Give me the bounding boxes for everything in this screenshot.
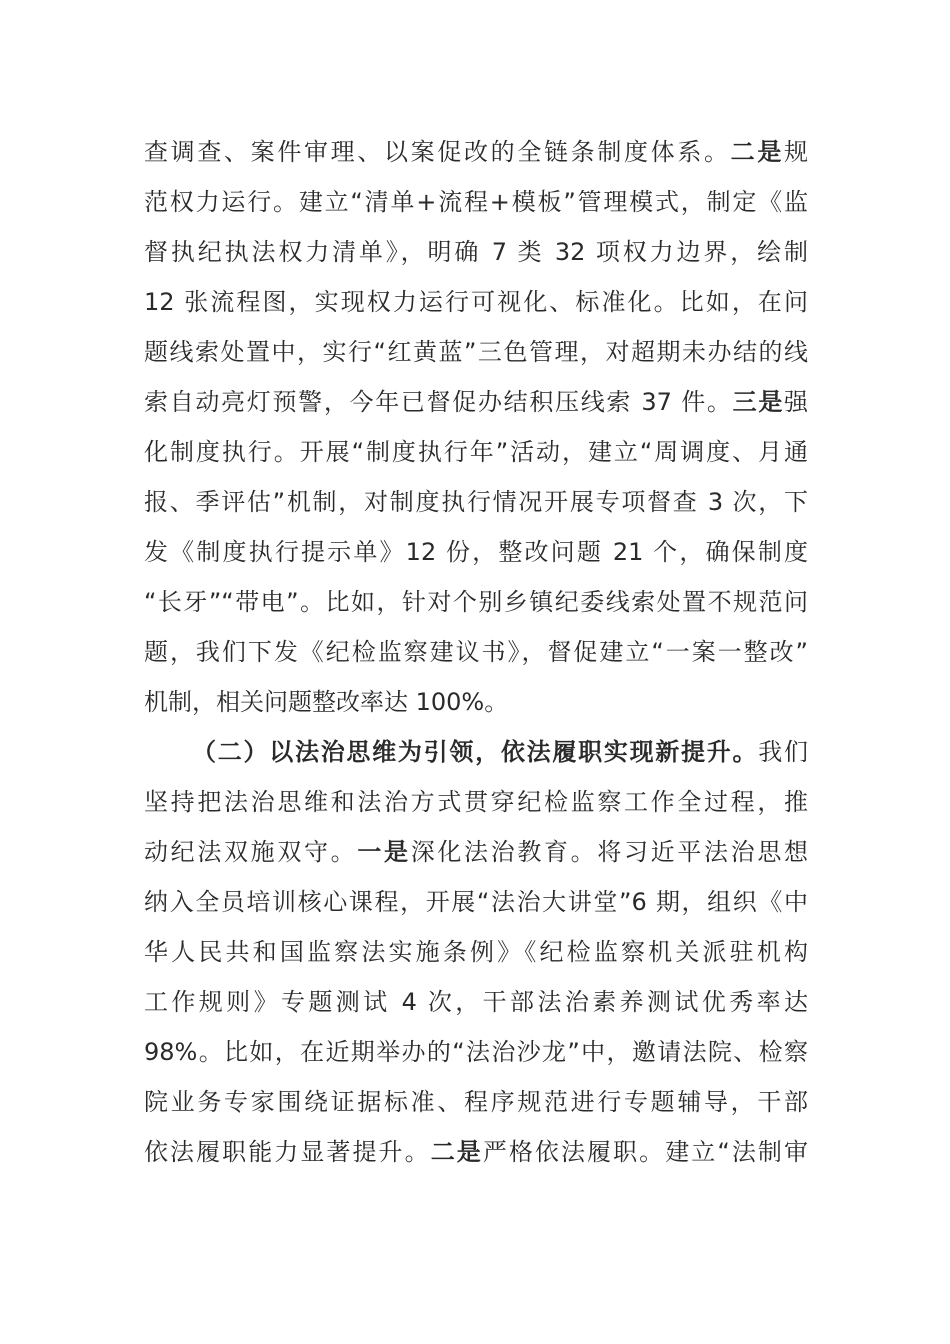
text-line	[144, 927, 808, 977]
section-heading: （二）以法治思维为引领，依法履职实现新提升。	[192, 738, 759, 766]
text-line	[144, 977, 808, 1027]
bold-heading-segment: 三是	[732, 388, 785, 416]
text-segment: 报、季评估”机制，对制度执行情况开展专项督查 3 次，下	[144, 488, 808, 516]
bold-heading-segment: 二是	[730, 138, 785, 166]
text-line	[144, 677, 808, 727]
text-line	[144, 1077, 808, 1127]
text-segment: 强	[784, 388, 808, 416]
text-line	[144, 277, 808, 327]
text-segment: “长牙”“带电”。比如，针对个别乡镇纪委线索处置不规范问	[144, 588, 808, 616]
text-line	[144, 727, 808, 777]
text-segment: 督执纪执法权力清单》，明确 7 类 32 项权力边界，绘制	[144, 238, 808, 266]
text-segment: 题，我们下发《纪检监察建议书》，督促建立“一案一整改”	[144, 638, 808, 666]
text-line	[144, 227, 808, 277]
document-body	[144, 127, 808, 1177]
text-segment: 院业务专家围绕证据标准、程序规范进行专题辅导，干部	[144, 1088, 808, 1116]
text-line	[144, 627, 808, 677]
text-line	[144, 877, 808, 927]
text-segment: 12 张流程图，实现权力运行可视化、标准化。比如，在问	[144, 288, 808, 316]
text-segment: 坚持把法治思维和法治方式贯穿纪检监察工作全过程，推	[144, 788, 808, 816]
text-segment: 我们	[758, 738, 808, 766]
text-line	[144, 1027, 808, 1077]
text-segment: 发《制度执行提示单》12 份，整改问题 21 个，确保制度	[144, 538, 808, 566]
text-segment: 华人民共和国监察法实施条例》《纪检监察机关派驻机构	[144, 938, 808, 966]
text-segment: 动纪法双施双守。	[144, 838, 358, 866]
bold-heading-segment: 二是	[430, 1138, 483, 1166]
text-segment: 题线索处置中，实行“红黄蓝”三色管理，对超期未办结的线	[144, 338, 808, 366]
text-segment: 依法履职能力显著提升。	[144, 1138, 431, 1166]
text-segment: 机制，相关问题整改率达 100%。	[144, 688, 509, 716]
text-line	[144, 527, 808, 577]
text-line	[144, 777, 808, 827]
text-segment: 严格依法履职。建立“法制审	[482, 1138, 808, 1166]
text-segment: 98%。比如，在近期举办的“法治沙龙”中，邀请法院、检察	[144, 1038, 808, 1066]
text-line	[144, 377, 808, 427]
text-segment: 工作规则》专题测试 4 次，干部法治素养测试优秀率达	[144, 988, 808, 1016]
text-line	[144, 327, 808, 377]
text-segment: 查调查、案件审理、以案促改的全链条制度体系。	[144, 138, 731, 166]
text-segment: 化制度执行。开展“制度执行年”活动，建立“周调度、月通	[144, 438, 808, 466]
text-segment: 范权力运行。建立“清单+流程+模板”管理模式，制定《监	[144, 188, 808, 216]
text-line	[144, 477, 808, 527]
text-segment: 纳入全员培训核心课程，开展“法治大讲堂”6 期，组织《中	[144, 888, 808, 916]
text-segment: 规	[784, 138, 808, 166]
text-segment: 索自动亮灯预警，今年已督促办结积压线索 37 件。	[144, 388, 733, 416]
text-line	[144, 827, 808, 877]
text-line	[144, 127, 808, 177]
text-line	[144, 1127, 808, 1177]
text-segment: 深化法治教育。将习近平法治思想	[410, 838, 808, 866]
bold-heading-segment: 一是	[357, 838, 411, 866]
text-line	[144, 577, 808, 627]
text-line	[144, 427, 808, 477]
text-line	[144, 177, 808, 227]
